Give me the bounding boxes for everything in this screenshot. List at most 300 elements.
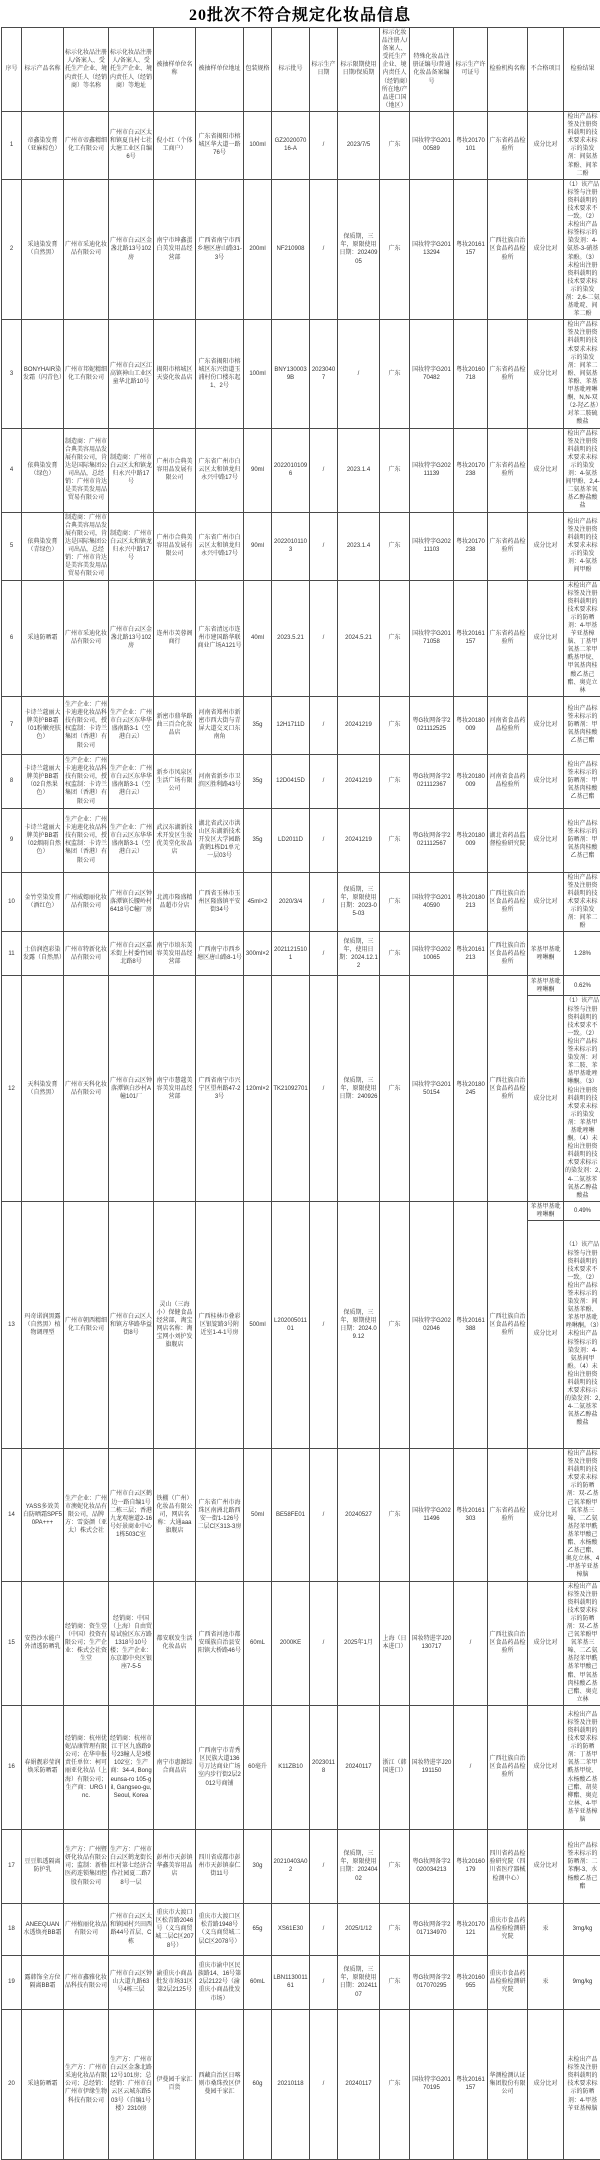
inspection-result: 检出产品标签未标示的防晒剂：甲氧基肉桂酸乙基己酯 (564, 696, 600, 754)
inspection-result: 检出产品标签未标示的防晒剂：二苯酮-3、水杨酸乙基己酯 (564, 1829, 600, 1903)
package-spec: 90ml (244, 512, 272, 580)
serial-no: 18 (2, 1903, 22, 1955)
table-row (2, 111, 600, 179)
serial-no: 3 (2, 320, 22, 428)
expiry-date: 2023.1.4 (338, 512, 380, 580)
table-row (2, 580, 600, 696)
production-license-no: / (454, 1705, 488, 1829)
sampled-unit-name: 都安联发生活化妆品店 (154, 1581, 196, 1705)
registrant-address: 广州市白云区钟落潭镇长腰岭村6418号C幢厂房 (109, 872, 154, 932)
column-header: 被抽样单位地址 (196, 28, 244, 112)
production-license-no: 粤妆20160955 (454, 1955, 488, 2009)
registrant-address: 广州市白云区江高镇神山工业区童华北路10号 (109, 320, 154, 428)
expiry-date: 2023.1.4 (338, 428, 380, 512)
inspection-org: 广西壮族自治区食品药品检验所 (488, 1581, 528, 1705)
sampled-unit-name: 连州市芙蓉阁商行 (154, 580, 196, 696)
table-row (2, 1201, 600, 1220)
expiry-date: 保质期，三年，原限使用日期：20241107 (338, 1955, 380, 2009)
registrant-address: 经销商：杭州市江干区九盛路9号23幢人是3楼102室；生产商：34-4, Bongeunsa-ro 105-gil, Gangseo-gu, Seoul, Korea (109, 1705, 154, 1829)
registration-no: 国妆特字G20113294 (410, 179, 454, 320)
sampled-unit-name: 新密市鼎华路曲三百合化妆品店 (154, 696, 196, 754)
table-header-row (2, 28, 600, 112)
sampled-unit-name: 南宁市慧蔻美容美发用品经营部 (154, 976, 196, 1201)
registrant-location: 广东 (380, 1449, 410, 1582)
production-license-no: 粤妆20161213 (454, 932, 488, 976)
production-date: / (310, 696, 338, 754)
inspection-result: （1）该产品标签与注册资料载明的技术要求不一致。（2）未检出产品标签标示的染发剂：4-氨基-3-硝基苯酚。（3）未检出注册资料载明的技术要求标示的染发剂：2,6-二氨基吡啶、间苯二酚 (564, 179, 600, 320)
package-spec: 100ml (244, 320, 272, 428)
registrant-name: 广州植丽化妆品有限公司 (64, 1903, 109, 1955)
inspection-result: 未检出产品标签及注册资料载明的技术要求标示的防晒剂：双-乙基己氧苯酚甲氧苯基三嗪、二乙氨基羟苯甲酰基苯甲酸己酯、甲氧基肉桂酸乙基己酯、奥克立林 (564, 1581, 600, 1705)
inspection-org: 四川省药品检验研究院（四川省医疗器械检测中心） (488, 1829, 528, 1903)
registration-no: 国妆特字G20211139 (410, 428, 454, 512)
serial-no: 16 (2, 1705, 22, 1829)
inspection-org: 重庆市食品药品检验检测研究院 (488, 1903, 528, 1955)
registrant-name: 生产方：广州市采迪化妆品有限公司；总经销：广州市伊缘生物科技有限公司 (64, 2009, 109, 2159)
product-name: 帝鑫染发膏（亚麻棕色） (22, 111, 64, 179)
registrant-location: 广东 (380, 111, 410, 179)
sampled-unit-name: 武汉东湖新技术开发区生妆优美堂化妆品店 (154, 808, 196, 872)
inspection-result: 未检出产品标签及注册资料载明的技术要求标示的防晒剂：4-甲基苄亚基樟脑、丁基甲氧基二苯甲酰基甲烷、甲氧基肉桂酸乙基己酯、奥克立林 (564, 580, 600, 696)
registrant-address: 广州市白云区太和镇夏良村七社大塘工业区自编6号 (109, 111, 154, 179)
nonconforming-item: 汞 (528, 1955, 564, 2009)
registration-no: 国妆特字G20170195 (410, 2009, 454, 2159)
sampled-unit-address: 广东省广州市白云区太和镇龙归永兴中路17号 (196, 428, 244, 512)
production-license-no: / (454, 1581, 488, 1705)
batch-no: 2023.5.21 (272, 580, 310, 696)
production-date: / (310, 2009, 338, 2159)
nonconforming-item: 成分比对 (528, 428, 564, 512)
registrant-name: 生产企业：广州卡迪莲化妆品科技有限公司，授权监制：卡诗兰集团（香港）有限公司 (64, 754, 109, 808)
sampled-unit-name: 渝重庆小商品批发市场31区第2层2125号 (154, 1955, 196, 2009)
production-date: / (310, 1829, 338, 1903)
registrant-name: 广州市采迪化妆品有限公司 (64, 179, 109, 320)
inspection-result: （1）该产品标签与注册资料载明的技术要求不一致。（2）检出产品标签未标示的染发剂：间氨基苯酚、苯基甲基吡唑啉酮。（3）未检出产品标签标示的染发剂：4-氨基间甲酚。（4）未检出注册资料载明的技术要求标示的染发剂：2,4-二氨基苯氧基乙醇盐酸盐 (564, 1221, 600, 1449)
product-name: 卡诗兰蔻丽大牌美护BB霜（02烟雨自然色） (22, 808, 64, 872)
production-license-no: 粤妆20160179 (454, 1829, 488, 1903)
production-date: 20230118 (310, 1705, 338, 1829)
inspection-org: 广东省药品检验所 (488, 1449, 528, 1582)
column-header: 标示化妆品注册人/备案人、受托生产企业、境内责任人（经销商）等地址 (109, 28, 154, 112)
batch-no: BE58FE01 (272, 1449, 310, 1582)
expiry-date: 2025年1月 (338, 1581, 380, 1705)
registration-no: 国妆特字G20211496 (410, 1449, 454, 1582)
production-license-no: 粤妆20180009 (454, 808, 488, 872)
expiry-date: 保质期，三年，使用日期：2024.12.12 (338, 932, 380, 976)
batch-no: L20200501101 (272, 1201, 310, 1448)
inspection-result: 检出产品标签及注册资料载明的技术要求未标示的染发剂：间苯二酚 (564, 872, 600, 932)
inspection-org: 河南省食品药品检验所 (488, 754, 528, 808)
expiry-date: 20241219 (338, 754, 380, 808)
inspection-result: 0.49% (564, 1201, 600, 1220)
nonconforming-item: 成分比对 (528, 580, 564, 696)
registrant-name: 经销商：杭州优妮品康管理有限公司；在华申报责任单位：柯可丽亚化妆品（上海）有限公司；生产商：URG Inc. (64, 1705, 109, 1829)
sampled-unit-address: 广西南宁市西乡塘区唐山路8-1号 (196, 932, 244, 976)
registrant-address: 广州市白云区太和镇园村兴田西路44号首层、C栋 (109, 1903, 154, 1955)
column-header: 标示化妆品注册人/备案人、受托生产企业、境内责任人（经销商）等名称 (64, 28, 109, 112)
production-date: / (310, 1903, 338, 1955)
registration-no: 粤G妆网备字2017134970 (410, 1903, 454, 1955)
registrant-location: 广东 (380, 808, 410, 872)
production-date: / (310, 512, 338, 580)
registrant-name: 广州市邦妮精细化工有限公司 (64, 320, 109, 428)
batch-no: 12H1711D (272, 696, 310, 754)
serial-no: 1 (2, 111, 22, 179)
registrant-name: 制造商：广州市合典美容用品发展有限公司，肯达是国际集团公司出品，总经销：广州市肯达是美容美发用品贸易有限公司 (64, 428, 109, 512)
sampled-unit-name: 倪小红（个体工商户） (154, 111, 196, 179)
expiry-date: 20241219 (338, 808, 380, 872)
package-spec: 300ml×2 (244, 932, 272, 976)
registrant-location: 广东 (380, 2009, 410, 2159)
column-header: 被抽样单位名称 (154, 28, 196, 112)
batch-no: NF210908 (272, 179, 310, 320)
column-header: 检验结果 (564, 28, 600, 112)
expiry-date: 保质期，三年，原限使用日期：20240905 (338, 179, 380, 320)
expiry-date: 20240117 (338, 1705, 380, 1829)
sampled-unit-address: 广东省清远市连州市建国路华联商业广场A121号 (196, 580, 244, 696)
sampled-unit-name: 南宁市坤鑫蛋白美发用品经营部 (154, 179, 196, 320)
expiry-date: 20240527 (338, 1449, 380, 1582)
production-date: / (310, 808, 338, 872)
nonconforming-item: 成分比对 (528, 111, 564, 179)
package-spec: 45ml×2 (244, 872, 272, 932)
inspection-org: 河南省食品药品检验所 (488, 696, 528, 754)
registrant-name: 广州威媤丽化妆品有限公司 (64, 872, 109, 932)
serial-no: 20 (2, 2009, 22, 2159)
nonconforming-item: 成分比对 (528, 1449, 564, 1582)
table-row (2, 1903, 600, 1955)
nonconforming-item: 苯基甲基吡唑啉酮 (528, 976, 564, 996)
package-spec: 50ml (244, 1449, 272, 1582)
inspection-org: 广东省药品检验所 (488, 111, 528, 179)
nonconforming-item: 成分比对 (528, 872, 564, 932)
registrant-name: 广州市帝鑫精细化工有限公司 (64, 111, 109, 179)
inspection-org: 湖北省药品监督检验研究院 (488, 808, 528, 872)
registrant-location: 广东 (380, 512, 410, 580)
serial-no: 14 (2, 1449, 22, 1582)
serial-no: 2 (2, 179, 22, 320)
inspection-result: 检出产品标签未标示的防晒剂：甲氧基肉桂酸乙基己酯 (564, 808, 600, 872)
inspection-org: 广东省药品检验所 (488, 320, 528, 428)
production-date: / (310, 1581, 338, 1705)
package-spec: 500ml (244, 1201, 272, 1448)
product-name: 安热沙水能户外清透防晒乳 (22, 1581, 64, 1705)
registrant-location: 广东 (380, 179, 410, 320)
column-header: 包装规格 (244, 28, 272, 112)
registration-no: 国妆特字G20140590 (410, 872, 454, 932)
serial-no: 12 (2, 976, 22, 1201)
inspection-org: 广西壮族自治区食品药品检验所 (488, 1705, 528, 1829)
registration-no: 国妆特字G20210065 (410, 932, 454, 976)
serial-no: 17 (2, 1829, 22, 1903)
sampled-unit-name: 广州市合典美容用品发展有限公司 (154, 428, 196, 512)
inspection-org: 重庆市食品药品检验检测研究院 (488, 1955, 528, 2009)
production-date: / (310, 872, 338, 932)
registration-no: 粤G妆网备字2017070295 (410, 1955, 454, 2009)
sampled-unit-address: 重庆市渝中区民族路14、16号第2层2122号（渝重庆小商品批发市场） (196, 1955, 244, 2009)
sampled-unit-address: 广西南宁市青秀区民族大道136号万达商业广场室内步行街2层2012号商铺 (196, 1705, 244, 1829)
nonconforming-item: 成分比对 (528, 754, 564, 808)
inspection-result: 检出产品标签未标示的防晒剂：甲氧基肉桂酸乙基己酯 (564, 754, 600, 808)
product-name: 采迪染发膏（自然黑） (22, 179, 64, 320)
sampled-unit-address: 广西省河池市都安瑶族自治县安阳镇大桥路46号 (196, 1581, 244, 1705)
production-date: / (310, 428, 338, 512)
registrant-location: 浙江（韩国进口） (380, 1705, 410, 1829)
inspection-result: 9mg/kg (564, 1955, 600, 2009)
nonconforming-item: 成分比对 (528, 808, 564, 872)
serial-no: 10 (2, 872, 22, 932)
batch-no: 20220101096 (272, 428, 310, 512)
batch-no: 12D0415D (272, 754, 310, 808)
production-license-no: 粤妆20170238 (454, 428, 488, 512)
sampled-unit-name: 新乡市凤泉区生活广场有限公司 (154, 754, 196, 808)
table-row (2, 976, 600, 996)
column-header: 特殊化妆品注册证编号/普通化妆品备案编号 (410, 28, 454, 112)
sampled-unit-address: 河南省新乡市卫滨区胜利路43号 (196, 754, 244, 808)
sampled-unit-name: 铁棚（广州）化妆品有限公司，网店名称：大通aaa旗舰店 (154, 1449, 196, 1582)
serial-no: 6 (2, 580, 22, 696)
registrant-location: 广东 (380, 1201, 410, 1448)
package-spec: 120ml×2 (244, 976, 272, 1201)
table-row (2, 696, 600, 754)
table-row (2, 1449, 600, 1582)
registrant-address: 经销商：中国（上海）自由贸易试验区东方路1318号10号楼；生产企业：东京都中央区银座7-5-5 (109, 1581, 154, 1705)
sampled-unit-address: 湖北省武汉市洪山区东湖新技术开发区大学园路黄鹤1栋D1单元一层03号 (196, 808, 244, 872)
inspection-result: 检出产品标签及注册资料载明的技术要求未标示的染发剂：4-氨基间甲酚 (564, 512, 600, 580)
registrant-location: 广东 (380, 320, 410, 428)
product-name: 玛奇诺润黑露（自然黑）植物调理型 (22, 1201, 64, 1448)
registrant-name: 生产企业：广州市澳妮化妆品有限公司，品牌方：雪姿颜（亚太）株式会社 (64, 1449, 109, 1582)
registrant-name: 生产方：广州暨妍化妆品有限公司；监制：新格医药连锁集团控股有限公司 (64, 1829, 109, 1903)
sampled-unit-address: 广西省玉林市玉州区隆盛镇平安街34号 (196, 872, 244, 932)
registrant-address: 制造商：广州市白云区太和镇龙归永兴中路17号 (109, 512, 154, 580)
product-name: 卡诗兰蔻丽大牌美护BB霜（01粉嫩亮肤色） (22, 696, 64, 754)
product-name: 依典染发膏（绿色） (22, 428, 64, 512)
inspection-org: 广西壮族自治区食品药品检验所 (488, 179, 528, 320)
column-header: 序号 (2, 28, 22, 112)
product-name: 春娟靓彩莹润焕采防晒霜 (22, 1705, 64, 1829)
registrant-address: 广州市白云区金盏北路13号102房 (109, 580, 154, 696)
column-header: 标示生产日期 (310, 28, 338, 112)
registrant-address: 广州市白云区嘉禾街上村委竹园北路8号 (109, 932, 154, 976)
nonconforming-item: 苯基甲基吡唑啉酮 (528, 932, 564, 976)
nonconforming-item: 成分比对 (528, 320, 564, 428)
inspection-org: 广东省药品检验所 (488, 428, 528, 512)
production-date: / (310, 1201, 338, 1448)
batch-no: LD2011D (272, 808, 310, 872)
product-name: 采迪防晒霜 (22, 2009, 64, 2159)
inspection-org: 广东省药品检验所 (488, 512, 528, 580)
production-license-no: 粤妆20170121 (454, 1903, 488, 1955)
production-license-no: 粤妆20170238 (454, 512, 488, 580)
nonconforming-item: 成分比对 (528, 996, 564, 1201)
registration-no: 国妆特字G20150154 (410, 976, 454, 1201)
sampled-unit-name: 广州市合典美容用品发展有限公司 (154, 512, 196, 580)
sampled-unit-address: 重庆市大渡口区松青路1948号（义乌商贸城二层C区2078号） (196, 1903, 244, 1955)
production-date: / (310, 111, 338, 179)
expiry-date: 20240117 (338, 2009, 380, 2159)
registrant-address: 广州市白云区金盏北路13号102房 (109, 179, 154, 320)
product-name: 依典染发膏（青绿色） (22, 512, 64, 580)
table-row (2, 754, 600, 808)
nonconforming-item: 成分比对 (528, 1581, 564, 1705)
package-spec: 35g (244, 808, 272, 872)
batch-no: K11ZB10 (272, 1705, 310, 1829)
batch-no: GZ202007016-A (272, 111, 310, 179)
registrant-address: 生产企业：广州市白云区东华华盛南路3-1（空港白云） (109, 696, 154, 754)
registrant-name: 生产企业：广州卡迪莲化妆品科技有限公司，授权监制：卡诗兰集团（香港）有限公司 (64, 696, 109, 754)
registrant-location: 广东 (380, 976, 410, 1201)
column-header: 标示限期使用日期/保质期 (338, 28, 380, 112)
batch-no: XS61E30 (272, 1903, 310, 1955)
expiry-date: 保质期，三年，原限使用日期：240926 (338, 976, 380, 1201)
product-name: ANEEQUAN水透焕亮BB霜 (22, 1903, 64, 1955)
expiry-date: 保质期，三年，原限使用日期：20240402 (338, 1829, 380, 1903)
sampled-unit-name: 北流市隆盛精品超市分店 (154, 872, 196, 932)
registrant-location: 上海（日本进口） (380, 1581, 410, 1705)
sampled-unit-address: 河南省郑州市新密市西大街与青屏大道交叉口东南角 (196, 696, 244, 754)
registration-no: 国妆特字G20171058 (410, 580, 454, 696)
column-header: 标示批号 (272, 28, 310, 112)
expiry-date: 20241219 (338, 696, 380, 754)
table-row (2, 1705, 600, 1829)
sampled-unit-address: 四川省成都市彭州市天彭镇泰仁街11号 (196, 1829, 244, 1903)
column-header: 标示化妆品注册人/备案人、受托生产企业、境内责任人（经销商）所在地/产品进口国（地区） (380, 28, 410, 112)
registration-no: 国妆特字G20202046 (410, 1201, 454, 1448)
production-date: / (310, 580, 338, 696)
expiry-date: 2024.5.21 (338, 580, 380, 696)
registrant-location: 广东 (380, 754, 410, 808)
registrant-address: 生产方：广州市白云区鹤龙街长红村第七经济合作社园夏二路78号一层 (109, 1829, 154, 1903)
product-name: 金竹堂染发膏（酒红色） (22, 872, 64, 932)
sampled-unit-name: 灵山（三海小）保健食品经营部，淘宝网店名称：淘宝网小刘护发旗舰店 (154, 1201, 196, 1448)
serial-no: 5 (2, 512, 22, 580)
nonconforming-item: 成分比对 (528, 2009, 564, 2159)
registrant-location: 广东 (380, 872, 410, 932)
table-row (2, 932, 600, 976)
table-row (2, 2009, 600, 2159)
inspection-result: 检出产品标签及注册资料载明的技术要求未标示的染发剂：间苯二酚、间氨基苯酚、苯基甲基吡唑啉酮、N,N-双（2-羟乙基）对苯二胺硫酸盐 (564, 320, 600, 428)
expiry-date: / (338, 320, 380, 428)
production-date: / (310, 754, 338, 808)
registrant-location: 广东 (380, 932, 410, 976)
production-license-no: 粤妆20180009 (454, 754, 488, 808)
package-spec: 100ml (244, 111, 272, 179)
column-header: 标示生产许可证号 (454, 28, 488, 112)
product-name: 露韩饰全方位隔离BB霜 (22, 1955, 64, 2009)
product-name: 卡诗兰蔻丽大牌美护BB霜（02自然果色） (22, 754, 64, 808)
serial-no: 9 (2, 808, 22, 872)
nonconforming-item: 成分比对 (528, 1829, 564, 1903)
batch-no: LBN113001161 (272, 1955, 310, 2009)
table-row (2, 320, 600, 428)
inspection-org: 华测检测认证集团股份有限公司 (488, 2009, 528, 2159)
registration-no: 粤G妆网备字2021112567 (410, 808, 454, 872)
registrant-name: 生产企业：广州卡迪莲化妆品科技有限公司，授权监制：卡诗兰集团（香港）有限公司 (64, 808, 109, 872)
registration-no: 粤G妆网备字2021112367 (410, 754, 454, 808)
batch-no: 20211215101 (272, 932, 310, 976)
sampled-unit-name: 彭州市天彭镇华鑫美容用品店 (154, 1829, 196, 1903)
inspection-result: 检出产品标签及注册资料载明的技术要求未标示的染发剂：4-氨基间甲酚、2,4-二氨基苯氧基乙醇盐酸盐 (564, 428, 600, 512)
nonconforming-item: 成分比对 (528, 1705, 564, 1829)
sampled-unit-name: 伊曼园千家汇百货 (154, 2009, 196, 2159)
batch-no: 20220101103 (272, 512, 310, 580)
expiry-date: 保质期，三年，原期使用日期：2024.09.12 (338, 1201, 380, 1448)
registrant-address: 广州市白云区鹤边一路自编1号二栋三层；香港九龙观塘道2-16号好景商业中心1栋503C室 (109, 1449, 154, 1582)
registrant-address: 广州市白云区钟落潭镇白沙村A幢101厂 (109, 976, 154, 1201)
inspection-result: 1.28% (564, 932, 600, 976)
package-spec: 90ml (244, 428, 272, 512)
nonconforming-item: 成分比对 (528, 179, 564, 320)
table-row (2, 1829, 600, 1903)
registrant-location: 广东 (380, 696, 410, 754)
registrant-name: 广州市朝西精细化工有限公司 (64, 1201, 109, 1448)
serial-no: 7 (2, 696, 22, 754)
registration-no: 粤G妆网备字2020034213 (410, 1829, 454, 1903)
inspection-result: 未检出产品标签及注册资料载明的技术要求标示的防晒剂：丁基甲氧基二苯甲酰基甲烷、水杨酸乙基己酯、胡莫柳酯、奥克立林、4-甲基苄亚基樟脑 (564, 1705, 600, 1829)
package-spec: 65g (244, 1903, 272, 1955)
production-license-no: 粤妆20180245 (454, 976, 488, 1201)
product-name: 天科染发膏（自然黑） (22, 976, 64, 1201)
serial-no: 15 (2, 1581, 22, 1705)
production-license-no: 粤妆20161157 (454, 179, 488, 320)
column-header: 检验机构名称 (488, 28, 528, 112)
package-spec: 60g (244, 2009, 272, 2159)
registrant-name: 广州市采迪化妆品有限公司 (64, 580, 109, 696)
package-spec: 35g (244, 754, 272, 808)
sampled-unit-address: 广东省揭阳市榕城区东兴街道玉浦村份口楼东起1、2号 (196, 320, 244, 428)
sampled-unit-address: 西藏自治区日喀则市桑珠孜区伊曼园千家汇 (196, 2009, 244, 2159)
page-title: 20批次不符合规定化妆品信息 (0, 0, 600, 27)
inspection-result: （1）该产品标签与注册资料载明的技术要求不一致。（2）检出产品标签未标示的染发剂：对苯二胺、苯基甲基吡唑啉酮。（3）检出注册资料载明的技术要求未标示的染发剂：苯基甲基吡唑啉酮。（4）未检出注册资料载明的技术要求标示的染发剂：2,4-二氨基苯氧基乙醇盐酸盐 (564, 996, 600, 1201)
inspection-org: 广西壮族自治区食品药品检验所 (488, 932, 528, 976)
inspection-result: 未检出产品标签及注册资料载明的技术要求标示的防晒剂：4-甲基苄亚基樟脑 (564, 2009, 600, 2159)
registrant-name: 广州市天科化妆品有限公司 (64, 976, 109, 1201)
registrant-address: 生产企业：广州市白云区东华华盛南路3-1（空港白云） (109, 808, 154, 872)
expiry-date: 2025/1/12 (338, 1903, 380, 1955)
sampled-unit-address: 广西省南宁市兴宁区望州路47-23号 (196, 976, 244, 1201)
registrant-address: 广州市白云区钟山大道九路63号4栋三层 (109, 1955, 154, 2009)
registrant-address: 广州市白云区人和镇方华路华益街8号 (109, 1201, 154, 1448)
sampled-unit-name: 南宁市埌东美容美发用品经营部 (154, 932, 196, 976)
registrant-name: 制造商：广州市合典美容用品发展有限公司，肯达是国际集团公司出品，总经销：广州市肯达是美容美发用品贸易有限公司 (64, 512, 109, 580)
serial-no: 13 (2, 1201, 22, 1448)
sampled-unit-address: 广西桂林市叠彩区银锭路3号附近室1-4-1号房 (196, 1201, 244, 1448)
sampled-unit-address: 广东省广州市海珠区南洲北路西安一街1-126号二层C区313-3房 (196, 1449, 244, 1582)
production-date: / (310, 976, 338, 1201)
production-date: 20230407 (310, 320, 338, 428)
inspection-org: 广西壮族自治区食品药品检验所 (488, 976, 528, 1201)
inspection-result: 0.62% (564, 976, 600, 996)
sampled-unit-name: 揭阳市榕城区天姿化妆品店 (154, 320, 196, 428)
package-spec: 60毫升 (244, 1705, 272, 1829)
registration-no: 国妆特字G20170482 (410, 320, 454, 428)
table-row (2, 1955, 600, 2009)
table-row (2, 1581, 600, 1705)
registrant-name: 经销商：资生堂（中国）投资有限公司；生产企业：株式会社资生堂 (64, 1581, 109, 1705)
batch-no: BNY1300039B (272, 320, 310, 428)
table-row (2, 179, 600, 320)
package-spec: 30g (244, 1829, 272, 1903)
registrant-name: 广州市鑫雅化妆品科技有限公司 (64, 1955, 109, 2009)
production-license-no: 粤妆20180213 (454, 872, 488, 932)
product-name: YASS多效美白防晒霜SPF50PA+++ (22, 1449, 64, 1582)
production-date: / (310, 1449, 338, 1582)
production-date: / (310, 932, 338, 976)
batch-no: 20210403A02 (272, 1829, 310, 1903)
batch-no: TK21092701 (272, 976, 310, 1201)
batch-no: 2000KE (272, 1581, 310, 1705)
